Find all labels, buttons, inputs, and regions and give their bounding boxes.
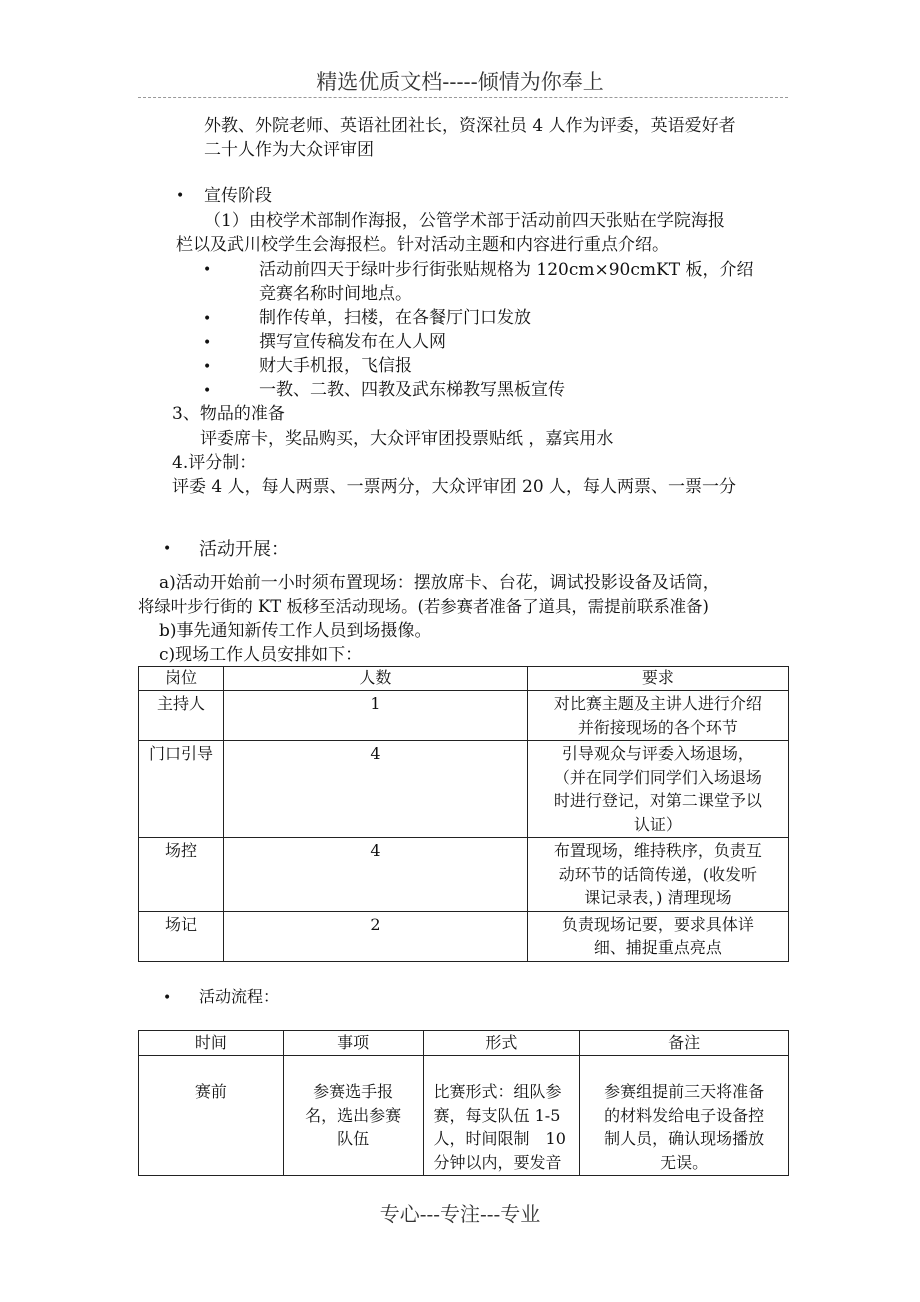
- column-header: 人数: [224, 667, 528, 691]
- bullet-icon: •: [163, 541, 172, 557]
- activity-c: c)现场工作人员安排如下：: [159, 645, 363, 665]
- header-divider: [138, 97, 788, 98]
- requirement-cell: 引导观众与评委入场退场， （并在同学们同学们入场退场 时进行登记，对第二课堂予以 认证）: [527, 741, 788, 838]
- bullet-icon: •: [203, 383, 212, 399]
- page-footer: 专心---专注---专业: [379, 1202, 541, 1226]
- requirement-cell: 对比赛主题及主讲人进行介绍 并衔接现场的各个环节: [527, 691, 788, 741]
- time-cell: 赛前: [139, 1056, 284, 1176]
- table-row: [139, 838, 789, 912]
- scoring-heading: 4.评分制：: [172, 453, 257, 473]
- bullet-icon: •: [203, 262, 212, 278]
- column-header: 时间: [139, 1031, 284, 1056]
- publicity-item-5: 一教、二教、四教及武东梯教写黑板宣传: [259, 380, 565, 400]
- requirement-cell: 负责现场记要，要求具体详 细、捕捉重点亮点: [527, 911, 788, 961]
- page-header-title: 精选优质文档-----倾情为你奉上: [316, 70, 604, 94]
- bullet-icon: •: [203, 311, 212, 327]
- table-row: [139, 911, 789, 961]
- process-heading: 活动流程：: [199, 987, 280, 1006]
- table-row: [139, 741, 789, 838]
- column-header: 事项: [283, 1031, 423, 1056]
- publicity-para-line-2: 栏以及武川校学生会海报栏。针对活动主题和内容进行重点介绍。: [176, 235, 669, 255]
- activity-b: b)事先通知新传工作人员到场摄像。: [159, 621, 432, 641]
- count-cell: 4: [224, 741, 528, 838]
- post-cell: 门口引导: [139, 741, 224, 838]
- publicity-heading: 宣传阶段: [204, 186, 272, 206]
- requirement-cell: 布置现场，维持秩序，负责互 动环节的话筒传递，(收发听 课记录表，) 清理现场: [527, 838, 788, 912]
- bullet-icon: •: [176, 188, 185, 204]
- activity-a-line-2: 将绿叶步行街的 KT 板移至活动现场。(若参赛者准备了道具，需提前联系准备): [138, 597, 709, 616]
- table-header-row: [139, 1031, 789, 1056]
- materials-heading: 3、物品的准备: [172, 404, 285, 424]
- bullet-icon: •: [203, 359, 212, 375]
- note-cell: 参赛组提前三天将准备 的材料发给电子设备控 制人员，确认现场播放 无误。: [580, 1056, 789, 1176]
- activity-heading: 活动开展：: [199, 539, 289, 560]
- bullet-icon: •: [163, 990, 172, 1006]
- column-header: 备注: [580, 1031, 789, 1056]
- scoring-text: 评委 4 人，每人两票、一票两分，大众评审团 20 人，每人两票、一票一分: [172, 477, 737, 497]
- table-header-row: [139, 667, 789, 691]
- count-cell: 2: [224, 911, 528, 961]
- bullet-icon: •: [203, 335, 212, 351]
- post-cell: 场控: [139, 838, 224, 912]
- table-row: [139, 691, 789, 741]
- publicity-item-2: 制作传单，扫楼，在各餐厅门口发放: [259, 308, 531, 328]
- column-header: 岗位: [139, 667, 224, 691]
- publicity-item-3: 撰写宣传稿发布在人人网: [259, 332, 446, 352]
- staff-table: [138, 666, 789, 962]
- column-header: 形式: [423, 1031, 580, 1056]
- count-cell: 4: [224, 838, 528, 912]
- column-header: 要求: [527, 667, 788, 691]
- table-row: [139, 1056, 789, 1176]
- item-cell: 参赛选手报 名，选出参赛 队伍: [283, 1056, 423, 1176]
- publicity-para-line-1: （1）由校学术部制作海报，公管学术部于活动前四天张贴在学院海报: [204, 211, 725, 231]
- materials-text: 评委席卡，奖品购买，大众评审团投票贴纸 ，嘉宾用水: [200, 429, 614, 449]
- count-cell: 1: [224, 691, 528, 741]
- form-cell: 比赛形式：组队参 赛，每支队伍 1-5 人，时间限制 10 分钟以内，要发音: [423, 1056, 580, 1176]
- post-cell: 主持人: [139, 691, 224, 741]
- publicity-item-1-line-2: 竞赛名称时间地点。: [259, 284, 412, 304]
- publicity-item-4: 财大手机报，飞信报: [259, 356, 412, 376]
- publicity-item-1-line-1: 活动前四天于绿叶步行街张贴规格为 120cm×90cmKT 板，介绍: [259, 260, 754, 280]
- process-table: [138, 1030, 789, 1176]
- intro-line-1: 外教、外院老师、英语社团社长，资深社员 4 人作为评委，英语爱好者: [204, 116, 736, 136]
- post-cell: 场记: [139, 911, 224, 961]
- intro-line-2: 二十人作为大众评审团: [204, 140, 374, 160]
- activity-a-line-1: a)活动开始前一小时须布置现场：摆放席卡、台花，调试投影设备及话筒，: [159, 573, 720, 593]
